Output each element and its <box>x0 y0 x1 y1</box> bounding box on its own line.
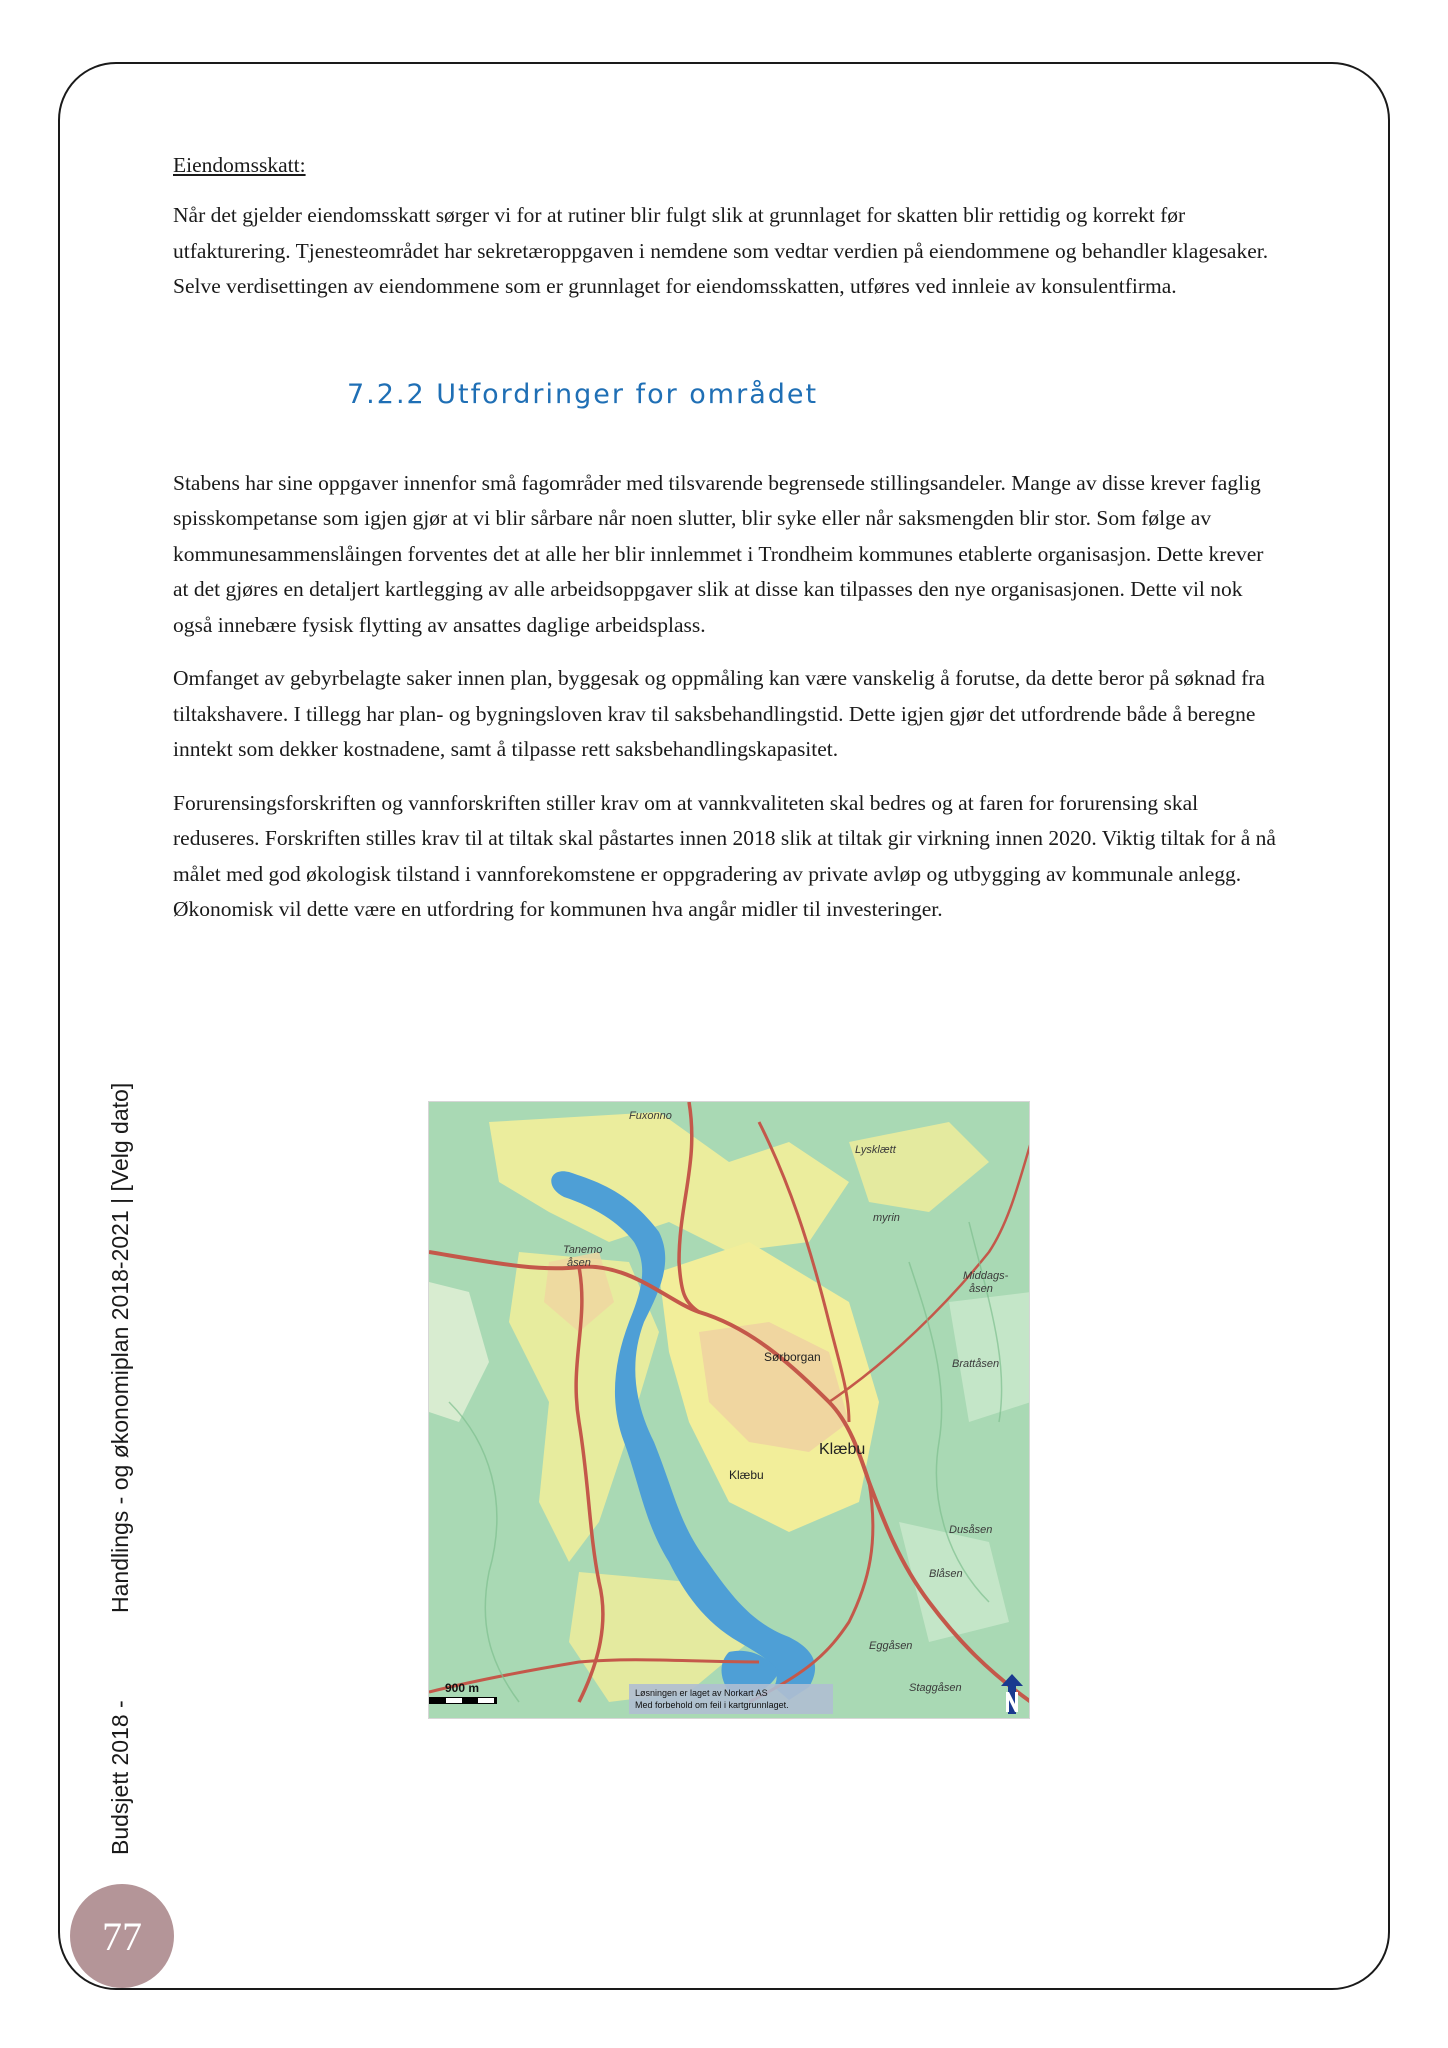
map-place-saborgan: Sørborgan <box>764 1350 821 1364</box>
map-label-staggasen: Staggåsen <box>909 1682 962 1694</box>
document-body <box>173 150 1283 946</box>
attribution-line-2: Med forbehold om feil i kartgrunnlaget. <box>635 1700 789 1710</box>
map-graphic <box>429 1102 1030 1719</box>
footer-plan-label: Handlings - og økonomiplan 2018-2021 | [Velg dato] <box>106 1082 133 1613</box>
map-scale <box>429 1681 497 1704</box>
map-label-brattasen: Brattåsen <box>952 1358 1000 1370</box>
attribution-line-1: Løsningen er laget av Norkart AS <box>635 1688 768 1698</box>
map-attribution <box>629 1684 833 1714</box>
map-label-middags-asen: åsen <box>969 1283 993 1295</box>
map-label-myrin: myrin <box>873 1212 900 1224</box>
paragraph-pollution: Forurensingsforskriften og vannforskriften stiller krav om at vannkvaliteten skal bedres og at faren for forurensing skal reduseres. Forskriften stilles krav til at tiltak skal påstartes innen 2018 slik at tiltak gir virkning innen 2020. Viktig tiltak for å nå målet med god økologisk tilstand i vannforekomstene er oppgradering av private avløp og utbygging av kommunale anlegg. Økonomisk vil dette være en utfordring for kommunen hva angår midler til investeringer. <box>173 790 1276 921</box>
map-figure <box>428 1101 1030 1719</box>
eiendomsskatt-label: Eiendomsskatt: <box>173 153 306 177</box>
paragraph-fees: Omfanget av gebyrbelagte saker innen plan, byggesak og oppmåling kan være vanskelig å forutse, da dette beror på søknad fra tiltakshavere. I tillegg har plan- og bygningsloven krav til saksbehandlingstid. Dette igjen gjør det utfordrende både å beregne inntekt som dekker kostnadene, samt å tilpasse rett saksbehandlingskapasitet. <box>173 666 1265 761</box>
map-label-blasen: Blåsen <box>929 1568 963 1580</box>
map-label-lysklaett: Lysklætt <box>855 1144 896 1156</box>
page-number: 77 <box>70 1884 174 1988</box>
map-label-eggasen: Eggåsen <box>869 1640 913 1652</box>
scale-label: 900 m <box>445 1681 480 1695</box>
map-label-dusasen: Dusåsen <box>949 1524 993 1536</box>
scale-bar <box>429 1697 497 1704</box>
side-footer <box>100 975 140 1855</box>
map-label-middags: Middags- <box>963 1270 1009 1282</box>
map-label-tanemo-asen: åsen <box>567 1257 591 1269</box>
north-arrow-icon <box>997 1672 1027 1716</box>
paragraph-staff: Stabens har sine oppgaver innenfor små fagområder med tilsvarende begrensede stillingsandeler. Mange av disse krever faglig spisskompetanse som igjen gjør at vi blir sårbare når noen slutter, blir syke eller når saksmengden blir stor. Som følge av kommunesammenslåingen forventes det at alle her blir innlemmet i Trondheim kommunes etablerte organisasjon. Dette krever at det gjøres en detaljert kartlegging av alle arbeidsoppgaver slik at disse kan tilpasses den nye organisasjonen. Dette vil nok også innebære fysisk flytting av ansattes daglige arbeidsplass. <box>173 470 1264 637</box>
map-label-tanemo: Tanemo <box>563 1244 603 1256</box>
footer-budget-label: Budsjett 2018 - <box>106 1700 133 1855</box>
eiendomsskatt-paragraph: Når det gjelder eiendomsskatt sørger vi for at rutiner blir fulgt slik at grunnlaget for skatten blir rettidig og korrekt før utfakturering. Tjenesteområdet har sekretæroppgaven i nemdene som vedtar verdien på eiendommene og behandler klagesaker. Selve verdisettingen av eiendommene som er grunnlaget for eiendomsskatten, utføres ved innleie av konsulentfirma. <box>173 203 1269 298</box>
map-place-klaebu-main: Klæbu <box>819 1441 866 1458</box>
map-label-fuxonno: Fuxonno <box>629 1110 672 1122</box>
section-heading: 7.2.2 Utfordringer for området <box>347 378 819 410</box>
map-place-klaebu-sub: Klæbu <box>729 1468 764 1482</box>
